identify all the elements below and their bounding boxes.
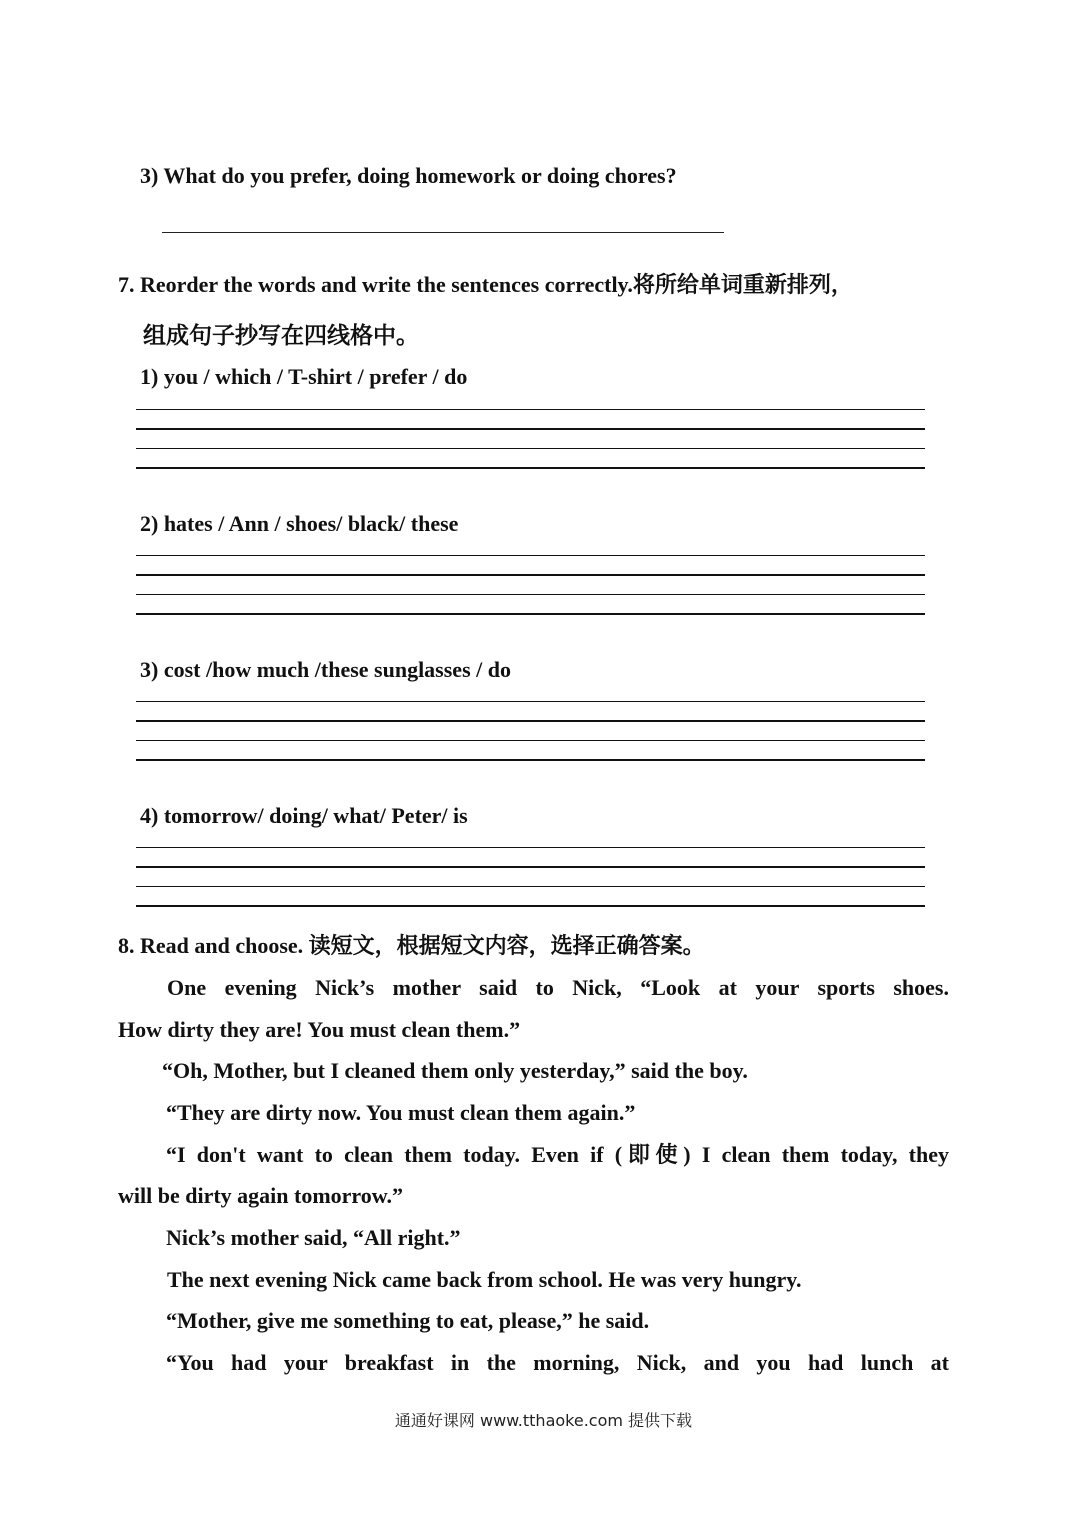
- q7-heading-line1: 7. Reorder the words and write the sentences correctly.将所给单词重新排列，: [118, 272, 853, 297]
- passage-line-5: “I don't want to clean them today. Even if (即使) I clean them today, they: [166, 1142, 949, 1167]
- passage-line-10: “You had your breakfast in the morning, Nick, and you had lunch at: [166, 1350, 949, 1375]
- grid-line: [136, 720, 925, 722]
- four-line-grid-1[interactable]: [136, 409, 925, 469]
- four-line-grid-4[interactable]: [136, 847, 925, 907]
- passage-line-9: “Mother, give me something to eat, please,” he said.: [166, 1308, 650, 1333]
- grid-line: [136, 905, 925, 907]
- grid-line: [136, 467, 925, 469]
- grid-line: [136, 574, 925, 576]
- passage-line-8: The next evening Nick came back from school. He was very hungry.: [167, 1267, 802, 1292]
- passage-line-1: One evening Nick’s mother said to Nick, “Look at your sports shoes.: [167, 975, 949, 1000]
- q7-item-4: 4) tomorrow/ doing/ what/ Peter/ is: [140, 803, 468, 828]
- grid-line: [136, 409, 925, 410]
- grid-line: [136, 613, 925, 615]
- grid-line: [136, 555, 925, 556]
- q8-heading: 8. Read and choose. 读短文，根据短文内容，选择正确答案。: [118, 933, 705, 958]
- passage-line-3: “Oh, Mother, but I cleaned them only yesterday,” said the boy.: [162, 1058, 748, 1083]
- four-line-grid-2[interactable]: [136, 555, 925, 615]
- grid-line: [136, 740, 925, 741]
- q7-item-1: 1) you / which / T-shirt / prefer / do: [140, 364, 468, 389]
- q7-item-2: 2) hates / Ann / shoes/ black/ these: [140, 511, 459, 536]
- grid-line: [136, 594, 925, 595]
- four-line-grid-3[interactable]: [136, 701, 925, 761]
- page-footer: 通通好课网 www.tthaoke.com 提供下载: [394, 1411, 693, 1430]
- grid-line: [136, 701, 925, 702]
- grid-line: [136, 448, 925, 449]
- answer-line[interactable]: [162, 232, 724, 233]
- q7-heading-line2: 组成句子抄写在四线格中。: [143, 323, 419, 348]
- grid-line: [136, 847, 925, 848]
- passage-line-6: will be dirty again tomorrow.”: [118, 1183, 403, 1208]
- grid-line: [136, 759, 925, 761]
- passage-line-7: Nick’s mother said, “All right.”: [166, 1225, 461, 1250]
- grid-line: [136, 886, 925, 887]
- grid-line: [136, 866, 925, 868]
- q6-item-3: 3) What do you prefer, doing homework or doing chores?: [140, 163, 677, 188]
- passage-line-4: “They are dirty now. You must clean them again.”: [166, 1100, 636, 1125]
- q7-item-3: 3) cost /how much /these sunglasses / do: [140, 657, 511, 682]
- passage-line-2: How dirty they are! You must clean them.”: [118, 1017, 521, 1042]
- grid-line: [136, 428, 925, 430]
